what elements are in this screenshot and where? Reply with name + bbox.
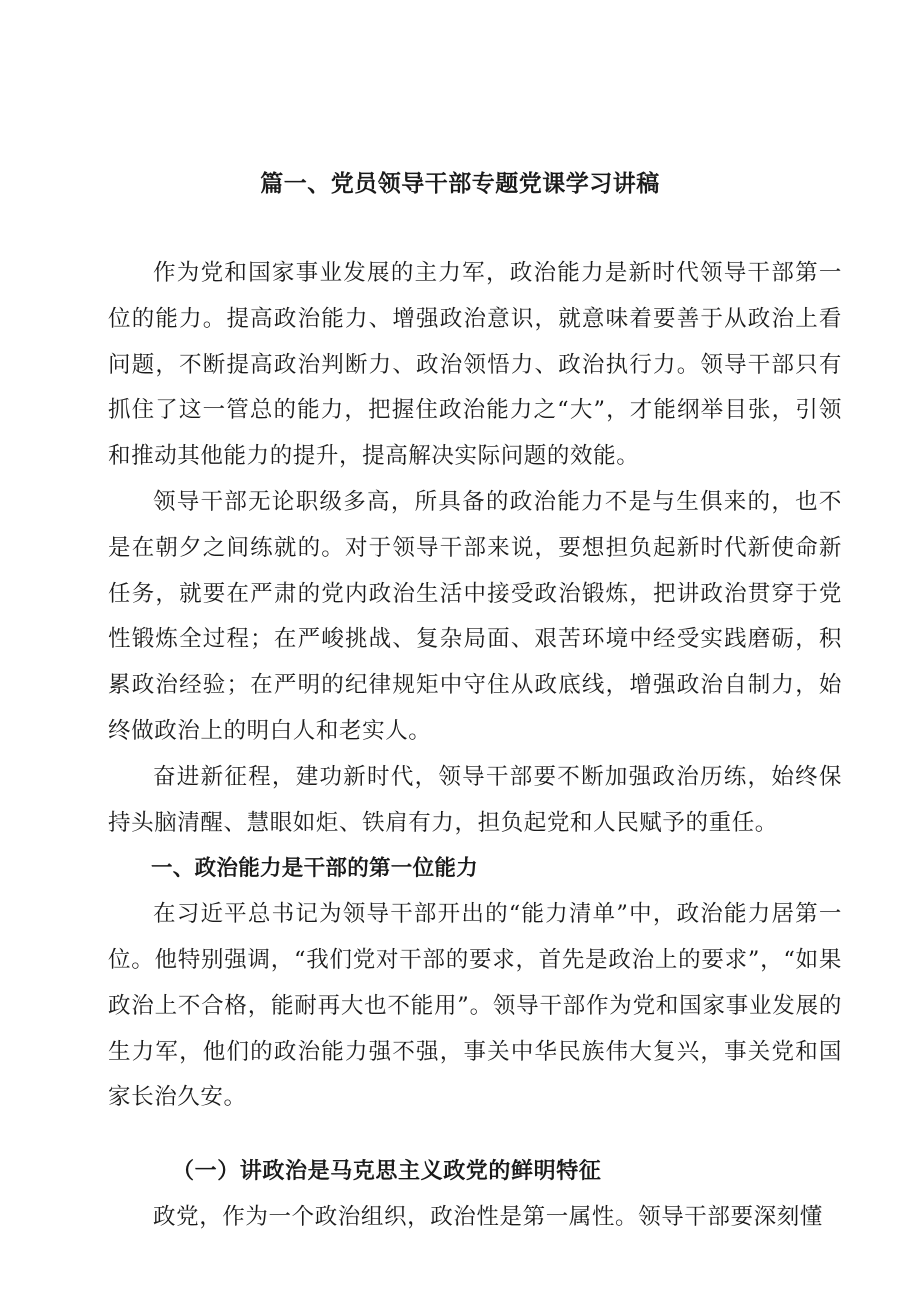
document-title: 篇一、党员领导干部专题党课学习讲稿 <box>260 171 660 197</box>
paragraph-cultivation: 领导干部无论职级多高，所具备的政治能力不是与生俱来的，也不是在朝夕之间练就的。对于领导干部来说，要想担负起新时代新使命新任务，就要在严肃的党内政治生活中接受政治锻炼，把讲政治贯穿于党性锻炼全过程；在严峻挑战、复杂局面、艰苦环境中经受实践磨砺，积累政治经验；在严明的纪律规矩中守住从政底线，增强政治自制力，始终做政治上的明白人和老实人。 <box>108 488 842 744</box>
section-heading-1: 一、政治能力是干部的第一位能力 <box>151 856 479 882</box>
document-body <box>108 251 842 1241</box>
subsection-heading-1: （一）讲政治是马克思主义政党的鲜明特征 <box>172 1158 602 1185</box>
paragraph-new-journey: 奋进新征程，建功新时代，领导干部要不断加强政治历练，始终保持头脑清醒、慧眼如炬、铁肩有力，担负起党和人民赋予的重任。 <box>108 763 842 836</box>
paragraph-party-politics: 政党，作为一个政治组织，政治性是第一属性。领导干部要深刻懂 <box>153 1203 823 1230</box>
paragraph-ability-list: 在习近平总书记为领导干部开出的“能力清单”中，政治能力居第一位。他特别强调，“我们党对干部的要求，首先是政治上的要求”，“如果政治上不合格，能耐再大也不能用”。领导干部作为党和国家事业发展的生力军，他们的政治能力强不强，事关中华民族伟大复兴，事关党和国家长治久安。 <box>108 901 842 1111</box>
paragraph-intro: 作为党和国家事业发展的主力军，政治能力是新时代领导干部第一位的能力。提高政治能力、增强政治意识，就意味着要善于从政治上看问题，不断提高政治判断力、政治领悟力、政治执行力。领导干部只有抓住了这一管总的能力，把握住政治能力之“大”，才能纲举目张，引领和推动其他能力的提升，提高解决实际问题的效能。 <box>108 260 842 470</box>
